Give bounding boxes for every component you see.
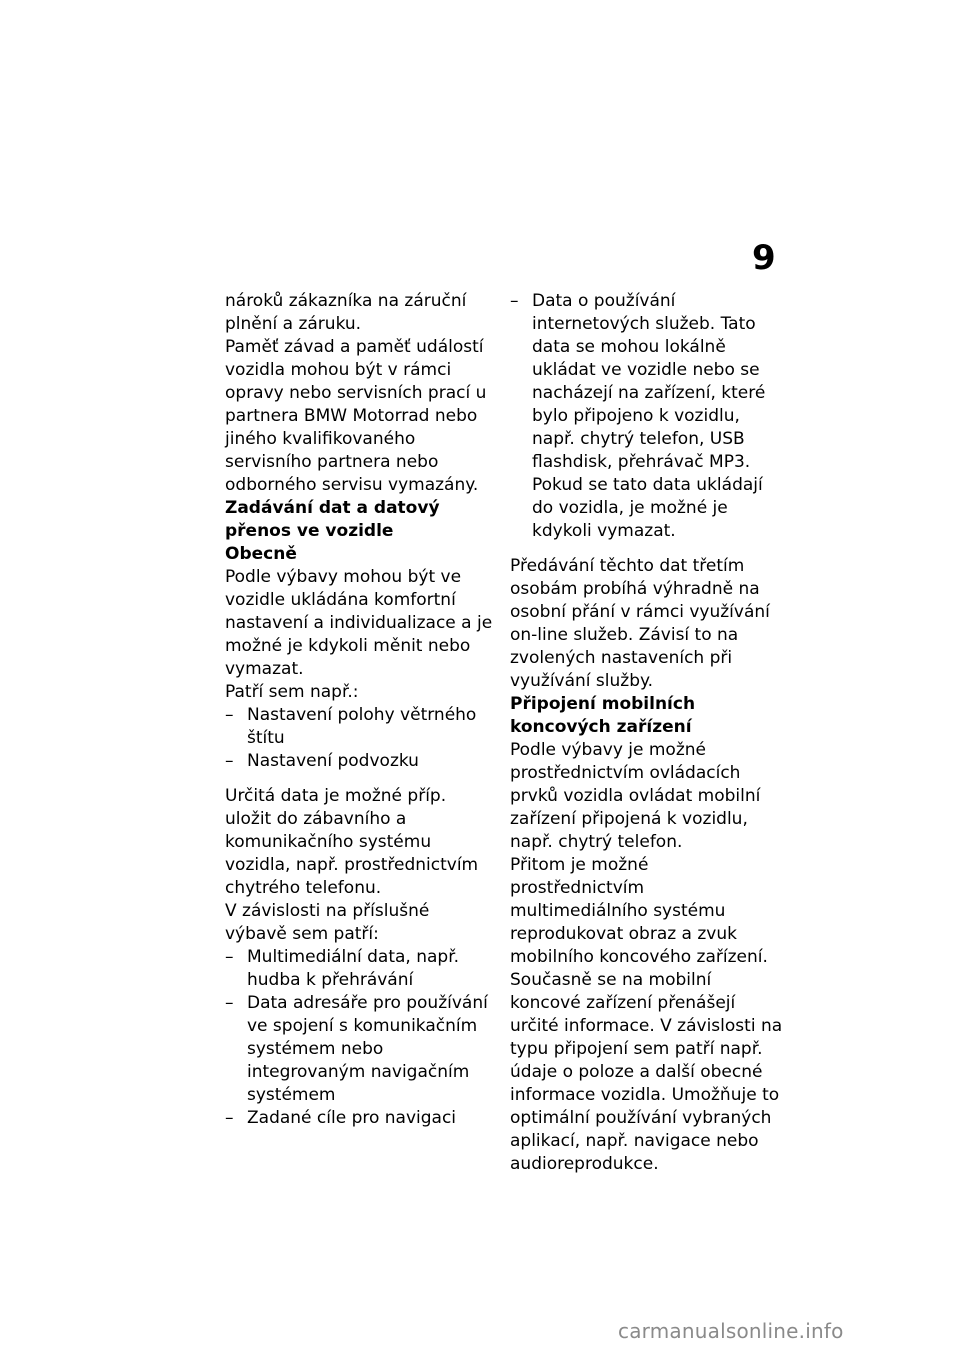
watermark: carmanualsonline.info [618,1319,844,1343]
internet-data-list [510,290,785,543]
list-item-text: Data adresáře pro používání ve spojení s komunikačním systémem nebo integrovaným navigačním systémem [247,993,488,1105]
paragraph-intro-2: Paměť závad a paměť událostí vozidla mohou být v rámci opravy nebo servisních prací u partnera BMW Motorrad nebo jiného kvalifikovaného servisního partnera nebo odborného servisu vymazány. [225,337,487,495]
dash-bullet: – [510,291,519,311]
left-column [225,290,493,1130]
subheading-general: Obecně [225,544,297,564]
paragraph-intro-1: nároků zákazníka na záruční plnění a záruku. [225,291,467,334]
paragraph-includes: Patří sem např.: [225,682,359,702]
page-number: 9 [752,238,776,278]
settings-list [225,704,493,773]
dash-bullet: – [225,1108,234,1128]
paragraph-certain-data: Určitá data je možné příp. uložit do zábavního a komunikačního systému vozidla, např. prostřednictvím chytrého telefonu. [225,786,479,898]
right-column [510,290,785,1176]
list-item-text: Nastavení polohy větrného štítu [247,705,477,748]
list-item-text: Multimediální data, např. hudba k přehrávání [247,947,460,990]
list-item [225,704,493,750]
paragraph-transfer: Předávání těchto dat třetím osobám probíhá výhradně na osobní přání v rámci využívání on-line služeb. Závisí to na zvolených nastaveních při využívání služby. [510,556,770,691]
list-item [225,946,493,992]
list-item [225,1107,493,1130]
paragraph-multimedia: Přitom je možné prostřednictvím multimediálního systému reprodukovat obraz a zvuk mobilního koncového zařízení. Současně se na mobilní koncové zařízení přenášejí určité informace. V závislosti na typu připojení sem patří např. údaje o poloze a další obecné informace vozidla. Umožňuje to optimální používání vybraných aplikací, např. navigace nebo audioreprodukce. [510,855,783,1174]
list-item-text: Nastavení podvozku [247,751,419,771]
list-item [510,290,785,543]
paragraph-general: Podle výbavy mohou být ve vozidle ukládána komfortní nastavení a individualizace a je možné je kdykoli měnit nebo vymazat. [225,567,493,679]
dash-bullet: – [225,993,234,1013]
list-item [225,992,493,1107]
section-heading-mobile: Připojení mobilních koncových zařízení [510,694,696,737]
section-heading: Zadávání dat a datový přenos ve vozidle [225,498,440,541]
paragraph-connect: Podle výbavy je možné prostřednictvím ovládacích prvků vozidla ovládat mobilní zařízení připojená k vozidlu, např. chytrý telefon. [510,740,761,852]
dash-bullet: – [225,751,234,771]
list-item-text: Data o používání internetových služeb. Tato data se mohou lokálně ukládat ve vozidle nebo se nacházejí na zařízení, které bylo připojeno k vozidlu, např. chytrý telefon, USB flashdisk, přehrávač MP3. Pokud se tato data ukládají do vozidla, je možné je kdykoli vymazat. [532,291,766,541]
dash-bullet: – [225,947,234,967]
list-item [225,750,493,773]
paragraph-depending: V závislosti na příslušné výbavě sem patří: [225,901,430,944]
list-item-text: Zadané cíle pro navigaci [247,1108,457,1128]
dash-bullet: – [225,705,234,725]
data-list [225,946,493,1130]
